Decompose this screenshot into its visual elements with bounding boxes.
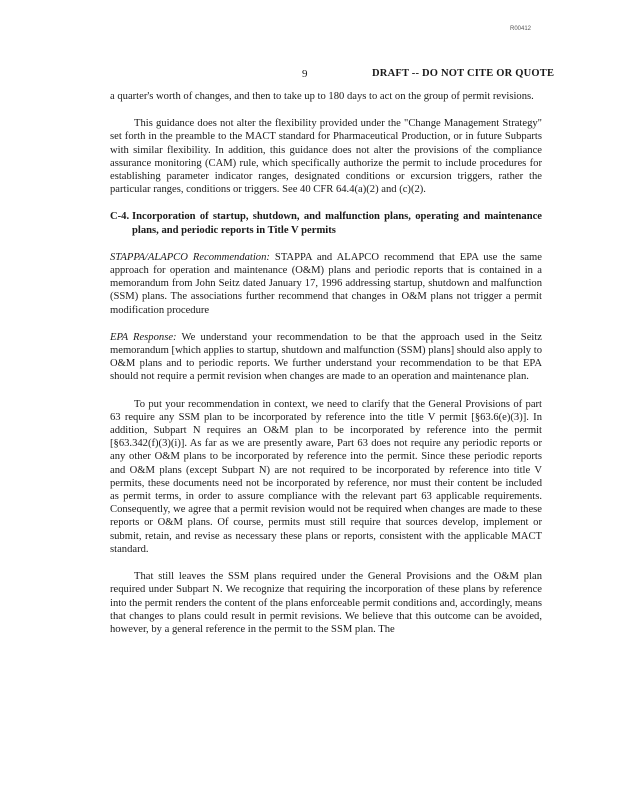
response-text: We understand your recommendation to be that the approach used in the Seitz memorandum [which applies to startup, shutdown and malfunction (SSM) plans] should also apply to O&M plans and to periodic reports. We further understand your recommendation to be that EPA should not require a permit revision when changes are made to an operation and maintenance plan. [110, 331, 542, 383]
paragraph-ssm-plans: That still leaves the SSM plans required under the General Provisions and the O&M plan required under Subpart N. We recognize that requiring the incorporation of these plans by reference into the permit renders the content of the plans enforceable permit conditions and, accordingly, means that changes to plans could result in permit revisions. We believe that this outcome can be avoided, however, by a general reference in the permit to the SSM plan. The [110, 571, 542, 635]
document-id: R00412 [510, 26, 532, 32]
section-number: C-4. [110, 211, 130, 223]
paragraph-epa-response [110, 331, 542, 384]
page-number: 9 [302, 68, 308, 80]
paragraph-change-management: This guidance does not alter the flexibility provided under the "Change Management Strategy" set forth in the preamble to the MACT standard for Pharmaceutical Production, or in future Subparts with similar flexibility. In addition, this guidance does not alter the provisions of the compliance assurance monitoring (CAM) rule, which specifically authorize the permit to include procedures for establishing parameter indicator ranges, designated conditions or excursion triggers, rather the particular ranges, conditions or triggers. See 40 CFR 64.4(a)(2) and (c)(2). [110, 118, 542, 196]
section-heading [110, 210, 542, 236]
paragraph-recommendation [110, 251, 542, 317]
document-body [110, 90, 542, 650]
paragraph-continuation: a quarter's worth of changes, and then to take up to 180 days to act on the group of permit revisions. [110, 91, 534, 102]
paragraph-context: To put your recommendation in context, we need to clarify that the General Provisions of part 63 require any SSM plan to be incorporated by reference into the title V permit [§63.6(e)(3)]. In addition, Subpart N requires an O&M plan to be incorporated by reference into the permit [§63.342(f)(3)(i)]. As far as we are presently aware, Part 63 does not require any periodic reports or any other O&M plans to be incorporated by reference into the permit. Since these periodic reports and O&M plans (except Subpart N) are not required to be incorporated by reference into title V permits, these documents need not be incorporated by reference, nor must their content be included as permit terms, in order to assure compliance with the relevant part 63 applicable requirements. Consequently, we agree that a permit revision would not be required when changes are made to these reports or O&M plans. Of course, permits must still require that sources develop, implement or submit, retain, and revise as necessary these plans or reports, consistent with the applicable MACT standard. [110, 398, 542, 555]
recommendation-label: STAPPA/ALAPCO Recommendation: [110, 251, 270, 263]
response-label: EPA Response: [110, 331, 177, 343]
draft-notice: DRAFT -- DO NOT CITE OR QUOTE [372, 68, 555, 79]
section-title: Incorporation of startup, shutdown, and malfunction plans, operating and maintenance plans, and periodic reports in Title V permits [132, 211, 542, 236]
recommendation-text: STAPPA and ALAPCO recommend that EPA use the same approach for operation and maintenance (O&M) plans and periodic reports that is contained in a memorandum from John Seitz dated January 17, 1996 addressing startup, shutdown and malfunction (SSM) plans. The associations further recommend that changes in O&M plans not trigger a permit modification procedure [110, 251, 543, 316]
